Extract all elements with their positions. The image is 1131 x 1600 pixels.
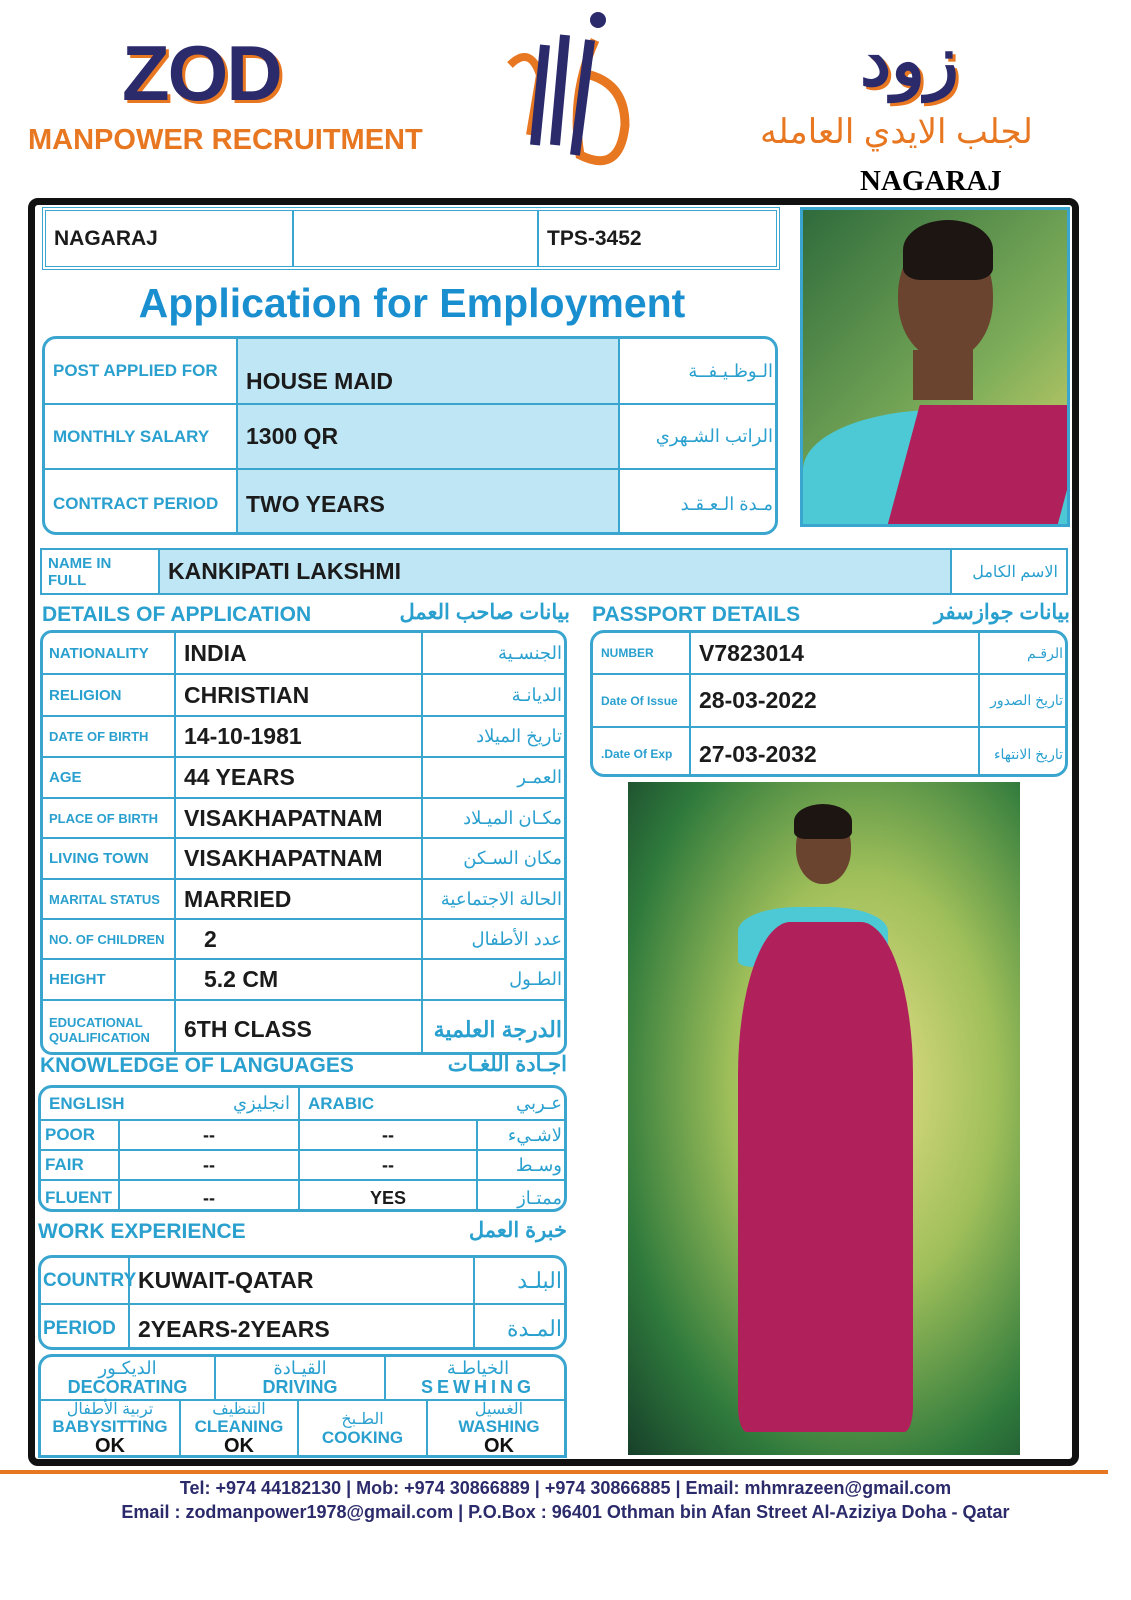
contract-value: TWO YEARS [246,490,385,517]
language-level: FLUENT [45,1188,113,1207]
salary-value: 1300 QR [246,423,339,449]
passport-heading: PASSPORT DETAILS [592,603,801,626]
passport-heading-ar: بيانات جوازسفر [933,601,1070,624]
country-value: KUWAIT-QATAR [138,1267,314,1293]
language-level-ar: ممتـاز [517,1187,562,1208]
detail-label: AGE [49,769,82,786]
country-label: COUNTRY [43,1269,137,1291]
top-row [42,207,780,270]
passport-table [590,630,1068,777]
skills-table [38,1354,567,1458]
company-subtitle: MANPOWER RECRUITMENT [28,124,423,156]
skill-ok-mark: OK [224,1435,254,1458]
passport-number-ar: الرقـم [1027,644,1063,661]
arabic-level-value: -- [382,1154,394,1175]
english-level-value: -- [203,1154,215,1175]
skill-label: WASHING [458,1417,540,1437]
expiry-date-label: .Date Of Exp [601,747,673,761]
detail-value: VISAKHAPATNAM [184,804,383,831]
languages-heading: KNOWLEDGE OF LANGUAGES [40,1054,354,1077]
detail-label: NO. OF CHILDREN [49,931,165,947]
detail-label: HEIGHT [49,971,106,988]
expiry-date-ar: تاريخ الانتهاء [993,745,1063,762]
english-level-value: -- [203,1124,215,1145]
details-heading: DETAILS OF APPLICATION [42,603,312,626]
detail-value: 6TH CLASS [184,1016,312,1042]
skill-label: BABYSITTING [52,1417,168,1437]
arabic-label: ARABIC [308,1093,375,1113]
arabic-logo: زود [860,22,959,100]
arabic-level-value: YES [369,1187,407,1208]
detail-ar: الجنسـية [498,642,562,663]
full-name-row [40,548,1068,595]
details-table [40,630,567,1055]
detail-label: NATIONALITY [49,644,149,662]
skill-ar: القيـادة [273,1358,327,1379]
salary-label: MONTHLY SALARY [53,426,210,446]
skill-ar: الطـبخ [341,1411,384,1429]
detail-ar: عدد الأطفال [471,928,562,949]
detail-label: PLACE OF BIRTH [49,810,159,826]
detail-ar: الديانـة [511,684,562,705]
zod-logo: ZOD [122,29,281,117]
detail-ar: الطـول [509,969,562,989]
detail-ar: تاريخ الميلاد [476,726,562,746]
arabic-subtitle: لجلب الايدي العامله [760,113,1033,151]
skill-ar: التنظيف [212,1400,266,1418]
portrait-photo [800,207,1070,527]
detail-label: EDUCATIONAL QUALIFICATION [49,1014,150,1045]
detail-label: LIVING TOWN [49,850,149,867]
skill-ar: الديكـور [98,1358,157,1379]
full-name-value: KANKIPATI LAKSHMI [168,558,401,584]
language-level: POOR [45,1125,96,1144]
skill-ok-mark: OK [95,1435,125,1458]
languages-table [38,1085,567,1212]
work-heading-ar: خبرة العمل [468,1219,567,1242]
english-label: ENGLISH [49,1093,125,1113]
issue-date-ar: تاريخ الصدور [990,692,1063,708]
skill-label: COOKING [321,1427,404,1447]
detail-label: MARITAL STATUS [49,891,160,907]
arabic-level-value: -- [382,1124,394,1145]
details-heading-ar: بيانات صاحب العمل [399,601,570,624]
detail-value: VISAKHAPATNAM [184,845,383,871]
post-table [42,336,778,535]
detail-label: DATE OF BIRTH [49,729,149,744]
post-label: POST APPLIED FOR [53,361,218,380]
period-ar: المـدة [506,1316,562,1341]
language-level-ar: لاشـيء [507,1124,562,1145]
salary-ar: الراتب الشـهري [655,426,773,446]
detail-ar: الدرجة العلمية [433,1016,562,1042]
detail-value: 2 [204,925,217,952]
post-value: HOUSE MAID [246,367,393,394]
work-table [38,1255,567,1350]
full-body-photo [628,782,1020,1455]
english-ar: انجليزي [232,1093,290,1113]
full-name-label: NAME IN FULL [48,554,112,589]
skill-label: CLEANING [194,1417,284,1437]
detail-value: 5.2 CM [204,966,279,992]
english-level-value: -- [203,1187,215,1208]
post-ar: الـوظـيـفــة [688,360,773,381]
detail-ar: الحالة الاجتماعية [440,888,562,909]
detail-value: 14-10-1981 [184,723,302,749]
passport-number: V7823014 [699,639,804,666]
form-title: Application for Employment [138,280,686,326]
languages-heading-ar: اجـادة اللغـات [447,1053,567,1076]
country-ar: البلـد [517,1267,562,1293]
detail-value: INDIA [184,639,247,666]
footer-address: Email : zodmanpower1978@gmail.com | P.O.Box : 96401 Othman bin Afan Street Al-Aziziya Doha - Qatar [121,1502,1010,1522]
issue-date-label: Date Of Issue [601,693,678,708]
skill-label: DRIVING [262,1377,338,1397]
full-name-ar: الاسم الكامل [972,563,1058,581]
language-level-ar: وسـط [515,1154,562,1175]
detail-ar: مكـان الميـلاد [463,807,562,828]
arabic-ar: عـربي [516,1093,562,1113]
agent-name: NAGARAJ [860,165,1002,197]
detail-value: CHRISTIAN [184,681,310,708]
reference-number: TPS-3452 [547,226,642,250]
detail-label: RELIGION [49,686,122,704]
top-name: NAGARAJ [54,226,158,250]
skill-ok-mark: OK [484,1435,514,1458]
skill-label: SEWHING [420,1377,535,1397]
expiry-date: 27-03-2032 [699,740,817,767]
skill-ar: الغسيل [474,1400,524,1418]
issue-date: 28-03-2022 [699,687,817,713]
detail-ar: العمـر [517,767,562,787]
detail-value: MARRIED [184,885,292,912]
work-heading: WORK EXPERIENCE [38,1220,246,1243]
skill-ar: تربية الأطفال [66,1400,154,1418]
footer-contact: Tel: +974 44182130 | Mob: +974 30866889 | +974 30866885 | Email: mhmrazeen@gmail.com [179,1478,952,1498]
contract-label: CONTRACT PERIOD [53,494,219,513]
skill-ar: الخياطـة [446,1358,510,1379]
contract-ar: مـدة الـعـقـد [680,493,773,514]
language-level: FAIR [45,1155,84,1174]
detail-ar: مكان السـكن [463,848,562,868]
period-value: 2YEARS-2YEARS [138,1315,330,1342]
skill-label: DECORATING [67,1377,188,1397]
detail-value: 44 YEARS [184,764,295,790]
passport-number-label: NUMBER [601,646,654,660]
period-label: PERIOD [43,1318,116,1339]
center-logo-icon [500,5,635,175]
footer-divider [0,1470,1108,1474]
